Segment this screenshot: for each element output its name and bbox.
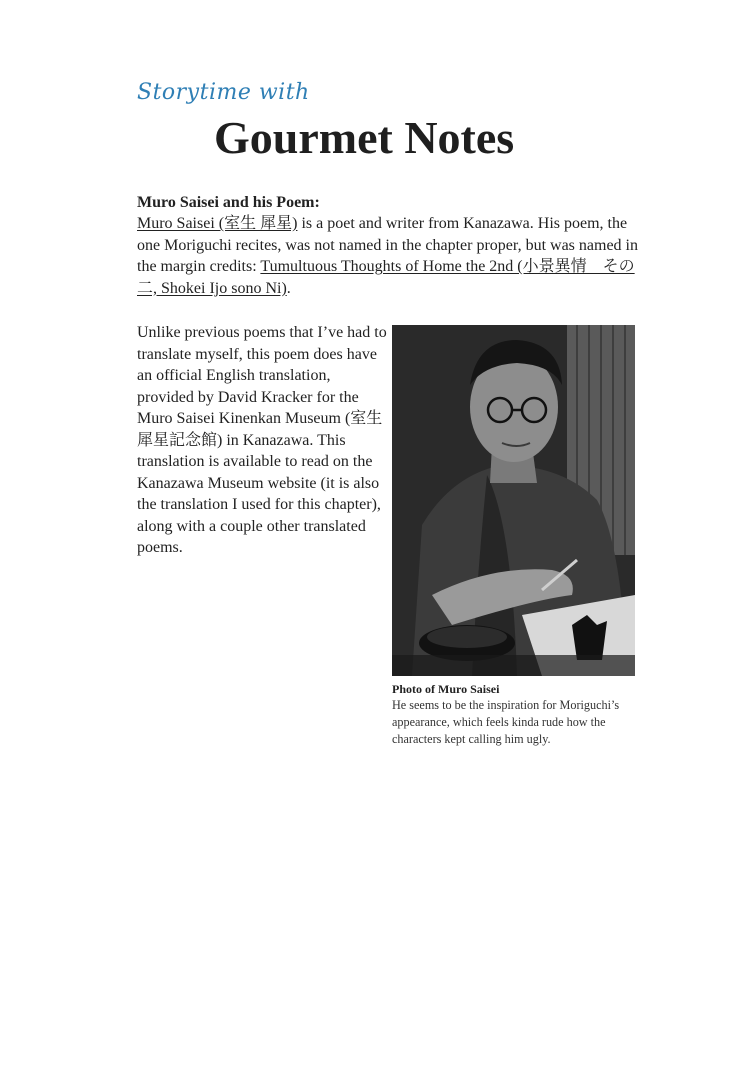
- muro-saisei-photo: [392, 325, 635, 676]
- intro-paragraph: [137, 213, 642, 299]
- poem-title-link[interactable]: Tumultuous Thoughts of Home the 2nd (小景異情 その二, Shokei Ijo sono Ni): [137, 258, 635, 297]
- photo-caption-title: Photo of Muro Saisei: [392, 682, 500, 696]
- muro-saisei-link[interactable]: Muro Saisei (室生 犀星): [137, 215, 298, 232]
- intro-text-end: .: [286, 279, 291, 297]
- series-script-title: Storytime with: [137, 80, 310, 105]
- photo-caption-text: He seems to be the inspiration for Moriguchi’s appearance, which feels kinda rude how the characters kept calling him ugly.: [392, 698, 620, 746]
- translation-paragraph: Unlike previous poems that I’ve had to translate myself, this poem does have an official English translation, provided by David Kracker for the Muro Saisei Kinenkan Museum (室生犀星記念館) in Kanazawa. This translation is available to read on the Kanazawa Museum website (it is also the translation I used for this chapter), along with a couple other translated poems.: [137, 324, 387, 556]
- section-heading: Muro Saisei and his Poem:: [137, 194, 320, 211]
- intro-text: is a poet and writer from Kanazawa. His poem, the one Moriguchi recites, was not named in the chapter proper, but was named in the margin credits:: [137, 215, 638, 275]
- portrait-illustration: [392, 325, 635, 676]
- page-title: Gourmet Notes: [214, 112, 515, 163]
